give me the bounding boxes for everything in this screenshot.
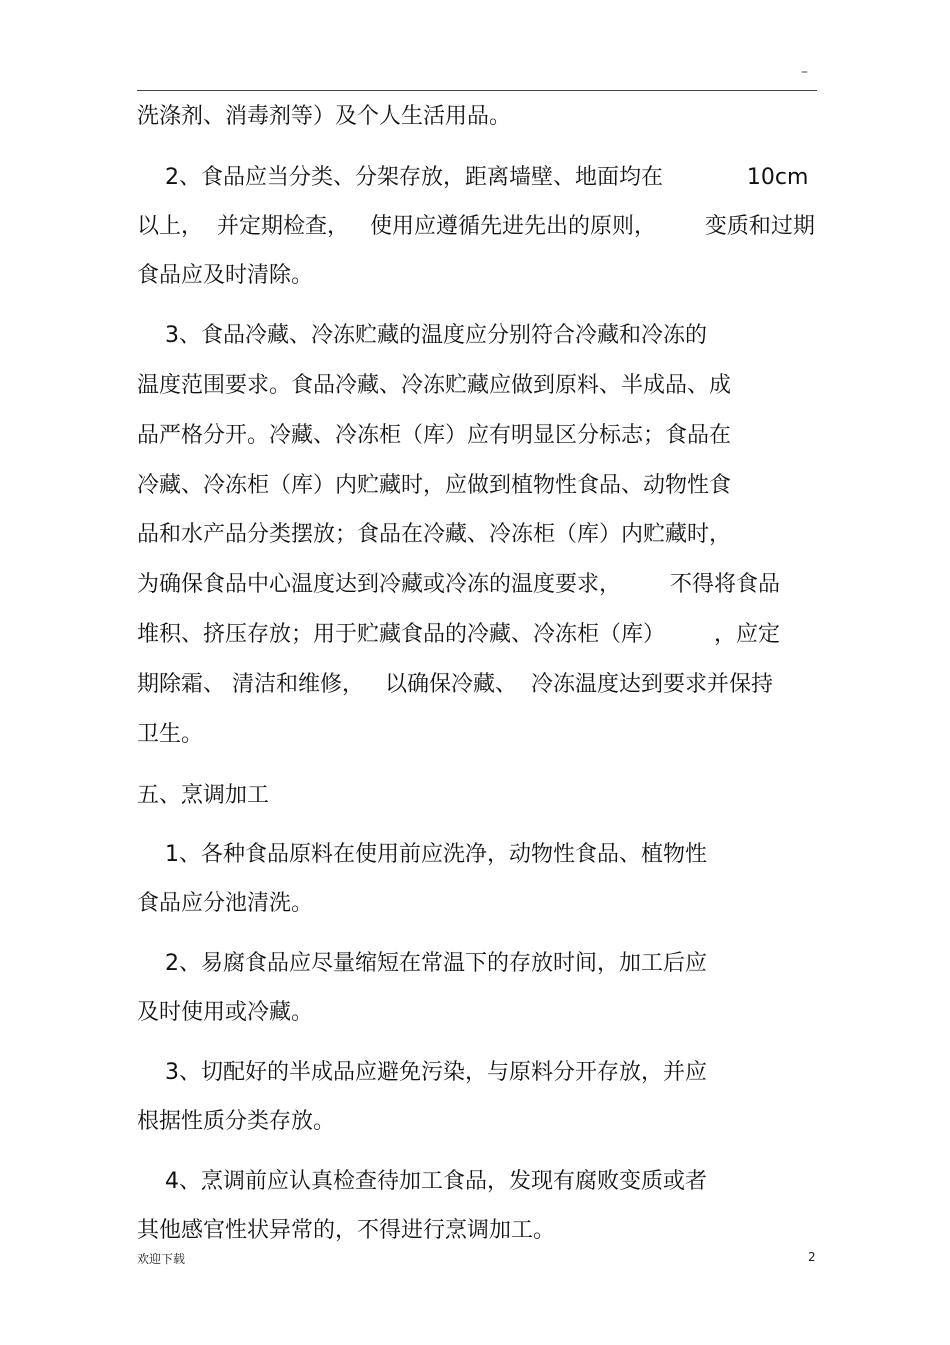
text-line: 洗涤剂、消毒剂等）及个人生活用品。 [137, 104, 512, 129]
text-line: 冷藏、冷冻柜（库）内贮藏时，应做到植物性食品、动物性食 [137, 473, 732, 498]
text-line: 3、食品冷藏、冷冻贮藏的温度应分别符合冷藏和冷冻的 [137, 323, 707, 348]
text-line: 4、烹调前应认真检查待加工食品，发现有腐败变质或者 [137, 1169, 707, 1194]
text-line: 以上， 并定期检查， 使用应遵循先进先出的原则， 变质和过期 [137, 214, 815, 239]
text-line: 2、食品应当分类、分架存放，距离墙壁、地面均在 10cm [137, 165, 809, 190]
text-line: 品严格分开。冷藏、冷冻柜（库）应有明显区分标志；食品在 [137, 423, 732, 448]
text-line: 品和水产品分类摆放；食品在冷藏、冷冻柜（库）内贮藏时， [137, 522, 732, 547]
text-line: 卫生。 [137, 722, 204, 747]
text-line: 堆积、挤压存放；用于贮藏食品的冷藏、冷冻柜（库） ，应定 [137, 622, 780, 647]
header-mark: – [801, 64, 808, 80]
text-line: 为确保食品中心温度达到冷藏或冷冻的温度要求， 不得将食品 [137, 572, 780, 597]
text-line: 1、各种食品原料在使用前应洗净，动物性食品、植物性 [137, 842, 707, 867]
text-line: 食品应分池清洗。 [137, 891, 314, 916]
text-line: 食品应及时清除。 [137, 263, 314, 288]
footer-label: 欢迎下载 [137, 1252, 186, 1266]
text-line: 温度范围要求。食品冷藏、冷冻贮藏应做到原料、半成品、成 [137, 373, 732, 398]
text-line: 其他感官性状异常的，不得进行烹调加工。 [137, 1218, 556, 1243]
text-line: 根据性质分类存放。 [137, 1109, 336, 1134]
page-number: 2 [808, 1250, 816, 1264]
section-heading: 五、烹调加工 [137, 783, 270, 808]
text-line: 2、易腐食品应尽量缩短在常温下的存放时间，加工后应 [137, 951, 707, 976]
header-rule [137, 90, 817, 91]
text-line: 及时使用或冷藏。 [137, 1000, 314, 1025]
text-line: 3、切配好的半成品应避免污染，与原料分开存放，并应 [137, 1060, 707, 1085]
text-line: 期除霜、 清洁和维修， 以确保冷藏、 冷冻温度达到要求并保持 [137, 672, 773, 697]
